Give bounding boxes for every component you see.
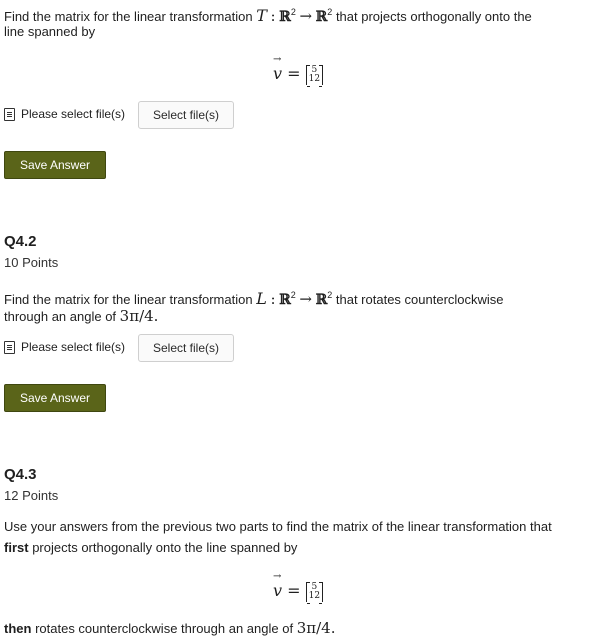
q3-vector-matrix: 5 12 bbox=[306, 582, 323, 602]
q2-prompt-line1: Find the matrix for the linear transformation L : ℝ$^2$ → ℝ$^2$ that rotates counterclockwise bbox=[4, 289, 504, 308]
q3-points: 12 Points bbox=[4, 488, 59, 503]
q2-save-answer-button[interactable]: Save Answer bbox=[4, 384, 106, 412]
q3-vector-equation: → v = 5 12 bbox=[273, 581, 323, 602]
file-icon bbox=[4, 341, 15, 354]
q2-select-file-button[interactable]: Select file(s) bbox=[138, 334, 234, 362]
q1-vector-matrix: 5 12 bbox=[306, 65, 323, 85]
q1-select-file-button[interactable]: Select file(s) bbox=[138, 101, 234, 129]
q3-heading: Q4.3 bbox=[4, 466, 37, 483]
q1-vector-equation: → v = 5 12 bbox=[273, 64, 323, 85]
q2-file-upload: Please select file(s) bbox=[4, 340, 125, 354]
q2-points: 10 Points bbox=[4, 255, 59, 270]
q3-prompt-line3: then rotates counterclockwise through an angle of 3π/4. bbox=[4, 619, 336, 637]
q3-prompt-line1: Use your answers from the previous two parts to find the matrix of the linear transformation that bbox=[4, 519, 552, 534]
q1-save-answer-button[interactable]: Save Answer bbox=[4, 151, 106, 179]
q2-heading: Q4.2 bbox=[4, 233, 37, 250]
q2-prompt-line2: through an angle of 3π/4. bbox=[4, 307, 159, 325]
q1-prompt-line1: Find the matrix for the linear transformation T : ℝ$^2$ → ℝ$^2$ that projects orthogonally onto the bbox=[4, 6, 532, 25]
q3-prompt-line2: first projects orthogonally onto the line spanned by bbox=[4, 540, 298, 555]
q1-prompt-line2: line spanned by bbox=[4, 24, 96, 39]
q1-file-upload: Please select file(s) bbox=[4, 107, 125, 121]
file-icon bbox=[4, 108, 15, 121]
